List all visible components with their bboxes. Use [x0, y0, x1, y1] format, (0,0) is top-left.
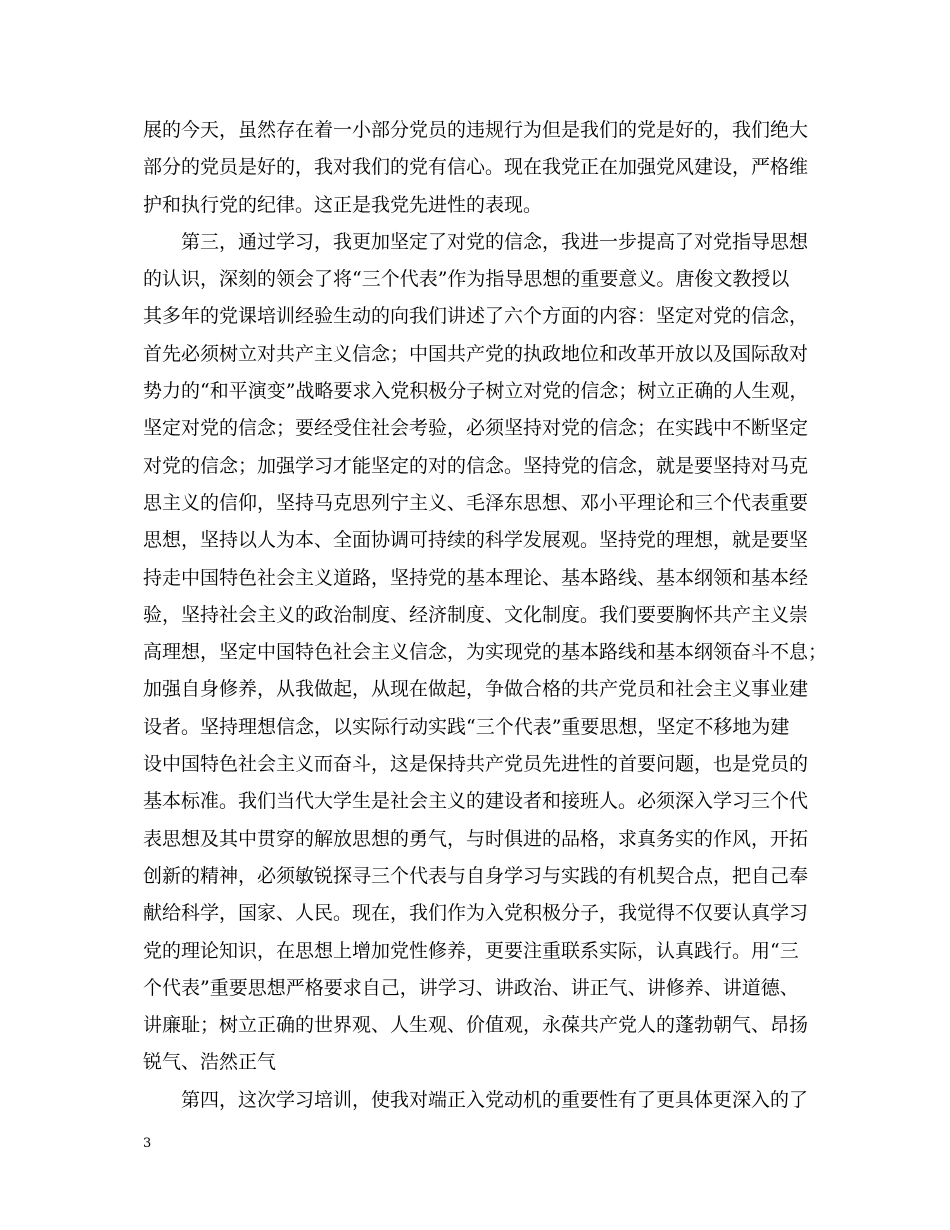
- text-line: 对党的信念；加强学习才能坚定的对的信念。坚持党的信念，就是要坚持对马克: [143, 454, 809, 477]
- text-line: 讲廉耻；树立正确的世界观、人生观、价值观，永葆共产党人的蓬勃朝气、昂扬: [143, 1014, 809, 1037]
- text-line: 思主义的信仰，坚持马克思列宁主义、毛泽东思想、邓小平理论和三个代表重要: [143, 491, 809, 514]
- text-line: 第三，通过学习，我更加坚定了对党的信念，我进一步提高了对党指导思想: [143, 230, 809, 253]
- text-line: 献给科学，国家、人民。现在，我们作为入党积极分子，我觉得不仅要认真学习: [143, 902, 809, 925]
- body-text: [143, 112, 828, 1119]
- text-line: 势力的“和平演变”战略要求入党积极分子树立对党的信念；树立正确的人生观，: [143, 380, 809, 403]
- text-line: 展的今天，虽然存在着一小部分党员的违规行为但是我们的党是好的，我们绝大: [143, 119, 809, 141]
- text-line: 锐气、浩然正气: [143, 1051, 277, 1074]
- text-line: 首先必须树立对共产主义信念；中国共产党的执政地位和改革开放以及国际敌对: [143, 342, 809, 365]
- text-line: 设中国特色社会主义而奋斗，这是保持共产党员先进性的首要问题，也是党员的: [143, 753, 809, 776]
- text-line: 持走中国特色社会主义道路，坚持党的基本理论、基本路线、基本纲领和基本经: [143, 566, 809, 589]
- text-line: 高理想，坚定中国特色社会主义信念，为实现党的基本路线和基本纲领奋斗不息；: [143, 641, 828, 664]
- text-line: 护和执行党的纪律。这正是我党先进性的表现。: [143, 193, 543, 216]
- text-line: 验，坚持社会主义的政治制度、经济制度、文化制度。我们要要胸怀共产主义崇: [143, 603, 809, 626]
- text-line: 其多年的党课培训经验生动的向我们讲述了六个方面的内容：坚定对党的信念，: [143, 305, 809, 328]
- text-line: 思想，坚持以人为本、全面协调可持续的科学发展观。坚持党的理想，就是要坚: [143, 529, 809, 552]
- text-line: 设者。坚持理想信念，以实际行动实践“三个代表”重要思想，坚定不移地为建: [143, 715, 790, 738]
- text-line: 个代表”重要思想严格要求自己，讲学习、讲政治、讲正气、讲修养、讲道德、: [143, 976, 799, 999]
- text-line: 第四，这次学习培训，使我对端正入党动机的重要性有了更具体更深入的了: [143, 1088, 809, 1111]
- text-line: 加强自身修养，从我做起，从现在做起，争做合格的共产党员和社会主义事业建: [143, 678, 809, 701]
- page-number: 3: [143, 1136, 152, 1151]
- text-line: 创新的精神，必须敏锐探寻三个代表与自身学习与实践的有机契合点，把自己奉: [143, 864, 809, 887]
- text-line: 的认识，深刻的领会了将“三个代表”作为指导思想的重要意义。唐俊文教授以: [143, 268, 790, 291]
- text-line: 基本标准。我们当代大学生是社会主义的建设者和接班人。必须深入学习三个代: [143, 790, 809, 813]
- text-line: 党的理论知识，在思想上增加党性修养，更要注重联系实际，认真践行。用“三: [143, 939, 799, 962]
- text-line: 部分的党员是好的，我对我们的党有信心。现在我党正在加强党风建设，严格维: [143, 156, 809, 179]
- text-line: 坚定对党的信念；要经受住社会考验，必须坚持对党的信念；在实践中不断坚定: [143, 417, 809, 440]
- text-line: 表思想及其中贯穿的解放思想的勇气，与时俱进的品格，求真务实的作风，开拓: [143, 827, 809, 850]
